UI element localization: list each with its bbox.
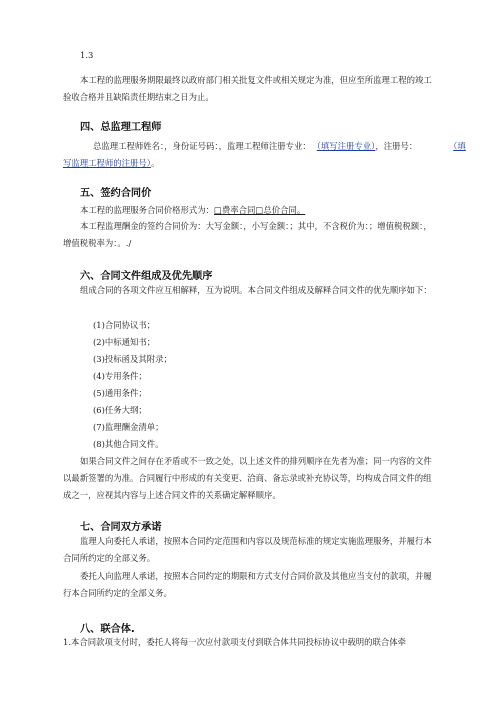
list-item: (2)中标通知书；: [93, 337, 156, 347]
item-number: 1.3: [80, 50, 94, 60]
service-period-paragraph: 本工程的监理服务期限最终以政府部门相关批复文件或相关规定为准，但应至所监理工程的竣工验收合格并且缺陷责任期结束之日为止。: [63, 75, 432, 102]
list-item: (7)监理酬金清单；: [93, 422, 164, 432]
chief-engineer-line-end: 。: [150, 158, 160, 168]
consortium-payment-line: 1.本合同款项支付时，委托人将每一次应付款项支付到联合体共同投标协议中载明的联合体牵: [63, 637, 406, 647]
contract-price-form-label: 本工程的监理服务合同价格形式为：: [80, 205, 214, 215]
chief-engineer-line-1: [93, 140, 466, 152]
contract-price-form-line: [80, 204, 305, 216]
contract-documents-conflict-block: [0, 453, 500, 504]
list-item: (8)其他合同文件。: [93, 439, 164, 449]
supervisor-commitment-block: [0, 533, 500, 567]
list-item: (6)任务大纲；: [93, 405, 147, 415]
client-commitment-paragraph: 委托人向监理人承诺，按照本合同约定的期限和方式支付合同价款及其他应当支付的款项，并履行本合同所约定的全部义务。: [63, 571, 432, 598]
heading-contract-documents: 六、合同文件组成及优先顺序: [80, 271, 213, 282]
list-item: (3)投标函及其附录；: [93, 354, 172, 364]
contract-documents-intro-block: [0, 282, 500, 299]
registration-major-field: （填写注册专业）: [316, 141, 376, 151]
supervisor-commitment-paragraph: 监理人向委托人承诺，按照本合同约定范围和内容以及规范标准的规定实施监理服务，并履行本合同所约定的全部义务。: [63, 536, 432, 563]
heading-contract-price: 五、签约合同价: [80, 188, 152, 199]
contract-documents-intro: 组成合同的各项文件应互相解释，互为说明。本合同文件组成及解释合同文件的优先顺序如下：: [80, 285, 432, 295]
heading-mutual-commitments: 七、合同双方承诺: [80, 522, 162, 533]
contract-price-amount-paragraph: 本工程监理酬金的签约合同价为：大写金额：，小写金额：；其中，不含税价为：；增值税税额：，增值税税率为：。./: [63, 221, 432, 248]
contract-documents-conflict-paragraph: 如果合同文件之间存在矛盾或不一致之处，以上述文件的排列顺序在先者为准；同一内容的文件以最新签署的为准。合同履行中形成的有关变更、洽商、备忘录或补充协议等，均构成合同文件的组成之一，应视其内容与上述合同文件的关系确定解释顺序。: [63, 456, 432, 500]
list-item: (5)通用条件；: [93, 388, 147, 398]
chief-engineer-text-a: 总监理工程师姓名：，身份证号码：，监理工程师注册专业：: [93, 141, 311, 151]
contract-price-form-options: □费率合同□总价合同。: [214, 205, 306, 215]
registration-number-field-end: 写监理工程师的注册号）: [63, 158, 151, 168]
service-period-section: [0, 72, 500, 106]
list-item: (1)合同协议书；: [93, 320, 156, 330]
registration-number-field-start: （填: [453, 141, 466, 151]
heading-chief-engineer: 四、总监理工程师: [80, 122, 162, 133]
chief-engineer-text-c: ，注册号：: [375, 141, 418, 151]
list-item: (4)专用条件；: [93, 371, 147, 381]
contract-price-amount-block: [0, 218, 500, 252]
chief-engineer-line-2: [63, 157, 159, 169]
heading-consortium: 八、联合体.: [80, 624, 135, 635]
client-commitment-block: [0, 568, 500, 602]
